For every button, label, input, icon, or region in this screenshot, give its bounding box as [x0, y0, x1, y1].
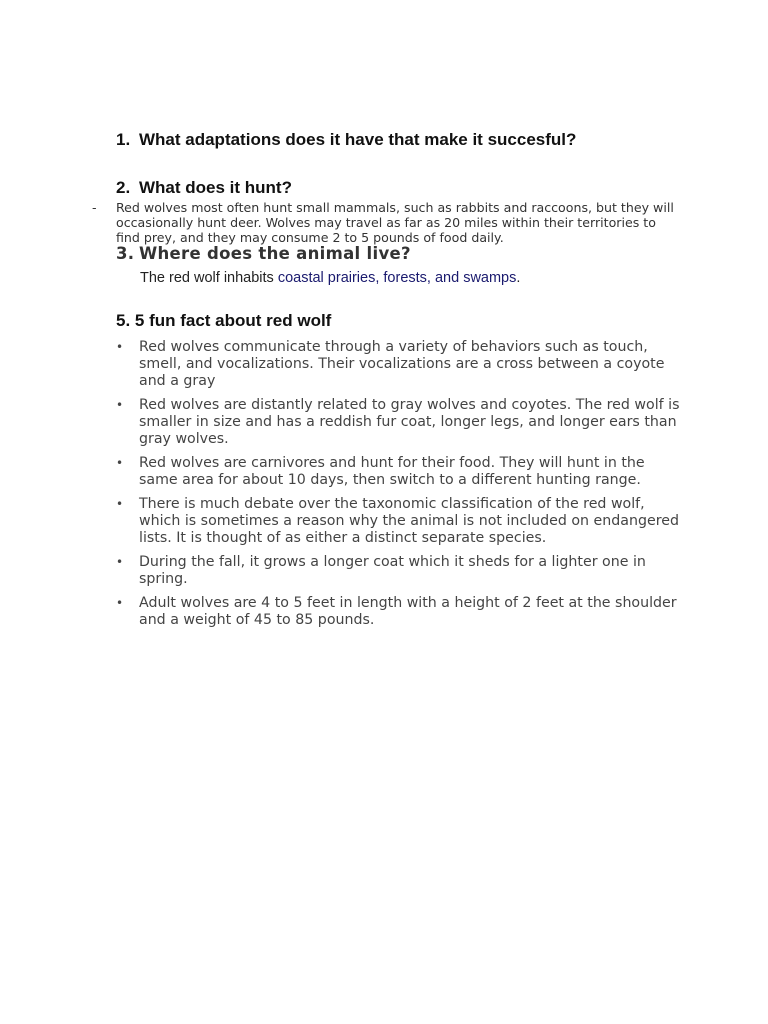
fact-text: Red wolves communicate through a variety of behaviors such as touch, smell, and vocalizations. Their vocalizations are a cross between a coyote and a gray	[139, 339, 665, 389]
list-item	[116, 554, 686, 588]
fact-text: Red wolves are distantly related to gray wolves and coyotes. The red wolf is smaller in size and has a reddish fur coat, longer legs, and longer ears than gray wolves.	[139, 397, 680, 447]
heading-text: What adaptations does it have that make it succesful?	[139, 130, 577, 149]
bullet-icon: •	[116, 340, 124, 354]
habitat-paragraph	[140, 270, 520, 286]
hunt-paragraph: Red wolves most often hunt small mammals, such as rabbits and raccoons, but they will occasionally hunt deer. Wolves may travel as far as 20 miles within their territories to find prey, and they may consume 2 to 5 pounds of food daily.	[116, 200, 674, 245]
bullet-icon: •	[116, 398, 124, 412]
heading-fun-facts: 5. 5 fun fact about red wolf	[116, 311, 332, 330]
heading-hunt	[116, 178, 292, 198]
list-item	[116, 455, 686, 489]
fact-text: There is much debate over the taxonomic classification of the red wolf, which is sometimes a reason why the animal is not included on endangered lists. It is thought of as either a distinct separate species.	[139, 496, 679, 546]
list-item	[116, 496, 686, 547]
habitat-text-suffix: .	[516, 270, 521, 286]
fact-text: Red wolves are carnivores and hunt for their food. They will hunt in the same area for about 10 days, then switch to a different hunting range.	[139, 455, 645, 488]
habitat-link-text: coastal prairies, forests, and swamps	[277, 270, 517, 286]
bullet-icon: •	[116, 596, 124, 610]
list-dash-marker: -	[92, 200, 97, 215]
bullet-icon: •	[116, 456, 124, 470]
heading-text: What does it hunt?	[139, 178, 292, 197]
heading-habitat	[116, 244, 411, 263]
list-item	[116, 397, 686, 448]
fun-facts-list	[116, 339, 686, 636]
heading-number: 2.	[116, 178, 131, 197]
fact-text: During the fall, it grows a longer coat which it sheds for a lighter one in spring.	[139, 554, 646, 587]
heading-number: 3.	[116, 244, 135, 263]
bullet-icon: •	[116, 497, 124, 511]
bullet-icon: •	[116, 555, 124, 569]
habitat-text-prefix: The red wolf inhabits	[140, 270, 278, 286]
heading-adaptations	[116, 130, 576, 150]
list-item	[116, 339, 686, 390]
fact-text: Adult wolves are 4 to 5 feet in length with a height of 2 feet at the shoulder and a weight of 45 to 85 pounds.	[139, 595, 677, 628]
list-item	[116, 595, 686, 629]
heading-number: 1.	[116, 130, 131, 149]
heading-text: Where does the animal live?	[139, 244, 411, 263]
